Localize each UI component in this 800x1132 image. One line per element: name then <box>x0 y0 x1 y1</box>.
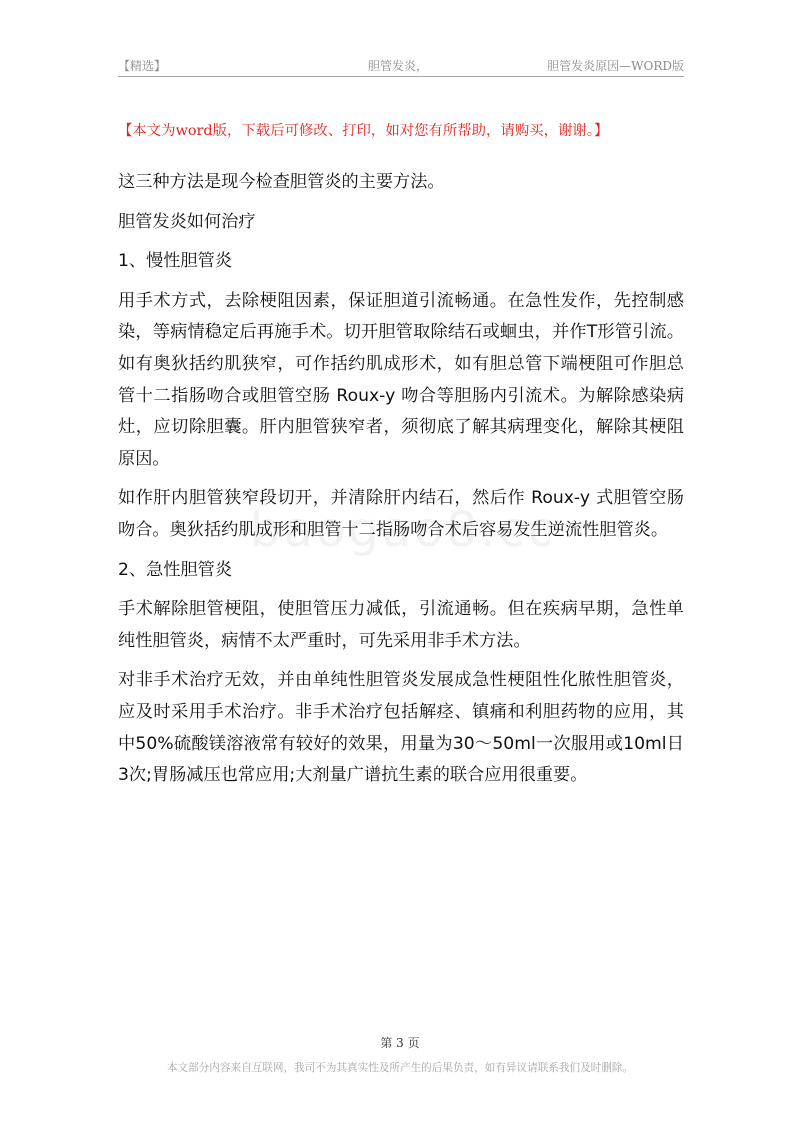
header-right-title: 胆管发炎原因—WORD版 <box>547 59 684 73</box>
paragraph-intro: 这三种方法是现今检查胆管炎的主要方法。 <box>118 172 445 192</box>
header-left-label: 【精选】 <box>118 59 167 73</box>
subheading-acute: 2、急性胆管炎 <box>118 559 233 580</box>
header-center-title: 胆管发炎， <box>368 59 429 73</box>
download-notice: 【本文为word版，下载后可修改、打印，如对您有所帮助，请购买，谢谢。】 <box>118 123 609 139</box>
paragraph-chronic-intrahepatic: 如作肝内胆管狭窄段切开，并清除肝内结石，然后作 Roux-y 式胆管空肠吻合。奥狄括约肌成形和胆管十二指肠吻合术后容易发生逆流性胆管炎。 <box>118 488 684 540</box>
footer-disclaimer: 本文部分内容来自互联网，我司不为其真实性及所产生的后果负责，如有异议请联系我们及时删除。 <box>166 1062 634 1074</box>
svg-text:baogao8.com: baogao8.co <box>250 502 550 558</box>
document-body <box>118 167 684 800</box>
paragraph-chronic-surgery: 用手术方式，去除梗阻因素，保证胆道引流畅通。在急性发作，先控制感染，等病情稳定后再施手术。切开胆管取除结石或蛔虫，并作T形管引流。如有奥狄括约肌狭窄，可作括约肌成形术，如有胆总管下端梗阻可作胆总管十二指肠吻合或胆管空肠 Roux-y 吻合等胆肠内引流术。为解除感染病灶，应切除胆囊。肝内胆管狭窄者，须彻底了解其病理变化，解除其梗阻原因。 <box>118 290 684 469</box>
page-header <box>118 54 684 76</box>
paragraph-acute-nonsurgical: 对非手术治疗无效，并由单纯性胆管炎发展成急性梗阻性化脓性胆管炎，应及时采用手术治疗。非手术治疗包括解痉、镇痛和利胆药物的应用，其中50%硫酸镁溶液常有较好的效果，用量为30～50ml一次服用或10ml日3次;胃肠减压也常应用;大剂量广谱抗生素的联合应用很重要。 <box>118 670 684 786</box>
page-number: 第 3 页 <box>380 1036 420 1050</box>
paragraph-acute-early: 手术解除胆管梗阻，使胆管压力减低，引流通畅。但在疾病早期，急性单纯性胆管炎，病情不太严重时，可先采用非手术方法。 <box>118 599 684 651</box>
subheading-chronic: 1、慢性胆管炎 <box>118 251 233 272</box>
section-heading-treatment: 胆管发炎如何治疗 <box>118 211 256 232</box>
header-divider <box>118 76 684 77</box>
